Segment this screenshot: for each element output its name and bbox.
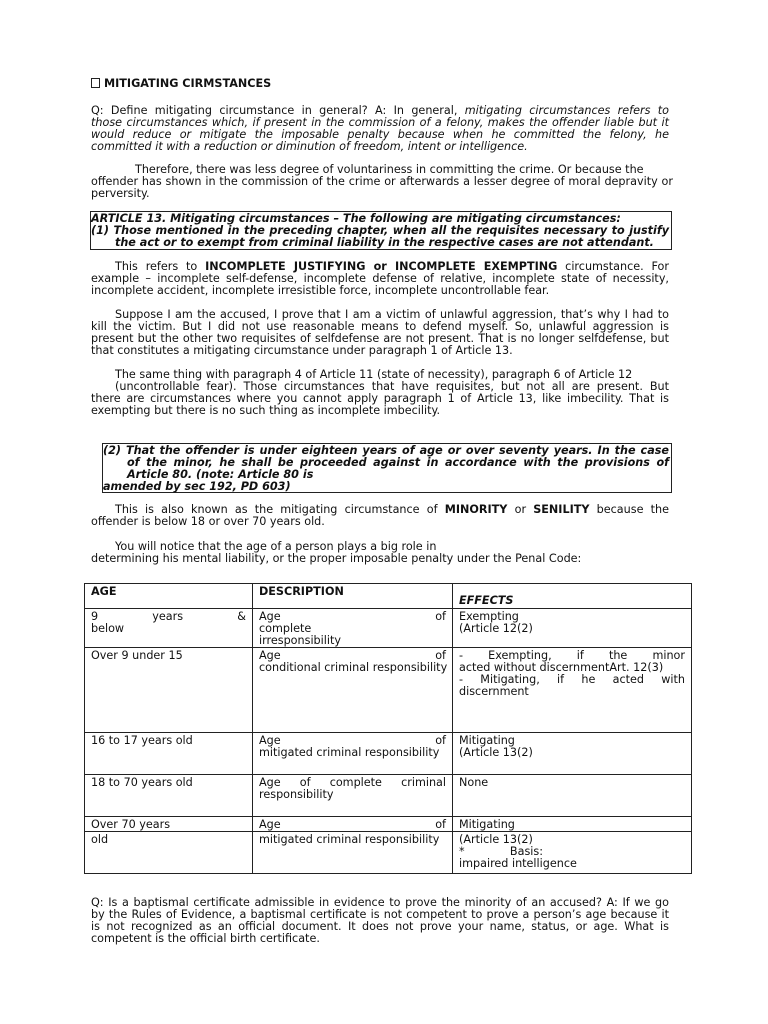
- table-row: 16 to 17 years old Age of mitigated criminal responsibility Mitigating (Article 13(2): [85, 733, 692, 775]
- q2-paragraph: Q: Is a baptismal certificate admissible in evidence to prove the minority of an accused? A: If we go by the Rules of Evidence, a baptismal certificate is not competent to prove a person’s age because it is not recognized as an official document. It does not prove your name, status, or age. What is competent is the official birth certificate.: [91, 896, 669, 945]
- table-row: Over 9 under 15 Age of conditional criminal responsibility - Exempting, if the minor acted without discernmentArt. 12(3) - Mitigating, if he acted with discernment: [85, 648, 692, 733]
- header-effects: EFFECTS: [453, 584, 692, 609]
- table-row: Over 70 years Age of Mitigating: [85, 817, 692, 832]
- therefore-paragraph: Therefore, there was less degree of voluntariness in committing the crime. Or because the offender has shown in the commission of the crime or afterwards a lesser degree of moral depravity or perversity.: [91, 163, 673, 200]
- table-row: old mitigated criminal responsibility (Article 13(2) * Basis: impaired intelligence: [85, 832, 692, 874]
- header-description: DESCRIPTION: [253, 584, 453, 609]
- article-13-2-box: (2) That the offender is under eighteen years of age or over seventy years. In the case of the minor, he shall be proceeded against in accordance with the provisions of Article 80. (note: Article 80 is amended by sec 192, PD 603): [102, 443, 672, 493]
- samething-paragraph: The same thing with paragraph 4 of Article 11 (state of necessity), paragraph 6 of Article 12 (uncontrollable fear). Those circumstances that have requisites, but not all are present. But there are circumstances where you cannot apply paragraph 1 of Article 13, like imbecility. That is exempting but there is no such thing as incomplete imbecility.: [91, 368, 669, 417]
- table-row: 18 to 70 years old Age of complete criminal responsibility None: [85, 775, 692, 817]
- table-row: 9 years & below Age of complete irresponsibility Exempting (Article 12(2): [85, 609, 692, 648]
- q1-paragraph: Q: Define mitigating circumstance in general? A: In general, mitigating circumstances refers to those circumstances which, if present in the commission of a felony, makes the offender liable but it would reduce or mitigate the imposable penalty because when he committed the felony, he committed it with a reduction or diminution of freedom, intent or intelligence.: [91, 104, 669, 153]
- q1-question: Q: Define mitigating circumstance in general? A: In general,: [91, 104, 465, 117]
- header-age: AGE: [85, 584, 253, 609]
- age-liability-table: [84, 583, 692, 874]
- section-heading: MITIGATING CIRMSTANCES: [91, 78, 271, 90]
- refers-paragraph: This refers to INCOMPLETE JUSTIFYING or INCOMPLETE EXEMPTING circumstance. For example – incomplete self-defense, incomplete defense of relative, incomplete state of necessity, incomplete accident, incomplete irresistible force, incomplete uncontrollable fear.: [91, 260, 669, 297]
- minority-paragraph: This is also known as the mitigating circumstance of MINORITY or SENILITY because the offender is below 18 or over 70 years old.: [91, 503, 670, 528]
- checkbox-bullet-icon: [91, 78, 100, 88]
- notice-paragraph: You will notice that the age of a person plays a big role in determining his mental liability, or the proper imposable penalty under the Penal Code:: [91, 540, 582, 565]
- table-header-row: [85, 584, 692, 609]
- article-13-box: ARTICLE 13. Mitigating circumstances – The following are mitigating circumstances: (1) Those mentioned in the preceding chapter, when all the requisites necessary to justify the act or to exempt from criminal liability in the respective cases are not attendant.: [90, 211, 672, 250]
- suppose-paragraph: Suppose I am the accused, I prove that I am a victim of unlawful aggression, that’s why I had to kill the victim. But I did not use reasonable means to defend myself. So, unlawful aggression is present but the other two requisites of selfdefense are not present. That is no longer selfdefense, but that constitutes a mitigating circumstance under paragraph 1 of Article 13.: [91, 308, 669, 357]
